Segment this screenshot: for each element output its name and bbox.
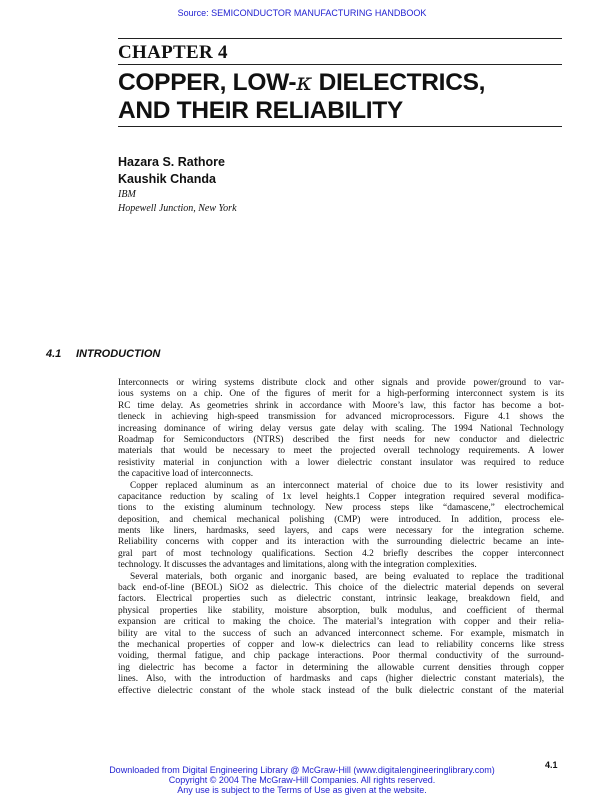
body-line: voiding, thermal fatigue, and chip package interactions. Poor thermal conductivity of the surround- bbox=[118, 651, 564, 662]
body-line: capacitance reduction by scaling of 1x level heights.1 Copper integration required several modifica- bbox=[118, 491, 564, 502]
body-line: Copper replaced aluminum as an interconnect material of choice due to its lower resistivity and bbox=[130, 480, 564, 491]
title-line2: AND THEIR RELIABILITY bbox=[118, 97, 403, 124]
body-line: deposition, and chemical mechanical polishing (CMP) were introduced. In addition, process ele- bbox=[118, 514, 564, 525]
body-line: gral part of most technology qualifications. Section 4.2 briefly describes the copper interconnect bbox=[118, 548, 564, 559]
body-line: resistivity material in conjunction with a lower dielectric constant insulator was required to reduce bbox=[118, 457, 564, 468]
body-line: Interconnects or wiring systems distribute clock and other signals and provide power/ground to var- bbox=[118, 378, 564, 388]
affiliation-org: IBM bbox=[118, 189, 136, 200]
title-rule bbox=[118, 126, 562, 127]
page-number: 4.1 bbox=[545, 760, 558, 770]
body-line: the capacitive load of interconnects. bbox=[118, 469, 254, 480]
affiliation-location: Hopewell Junction, New York bbox=[118, 203, 237, 214]
title-kappa: κ bbox=[296, 67, 313, 96]
body-line: Several materials, both organic and inorganic based, are being evaluated to replace the traditional bbox=[130, 571, 564, 582]
body-line: the mechanical properties of copper and low-κ dielectrics can lead to reliability concerns like stress bbox=[118, 639, 564, 650]
body-line: Reliability concerns with copper and its interaction with the surrounding dielectric became an inte- bbox=[118, 537, 564, 548]
chapter-label: CHAPTER 4 bbox=[118, 42, 228, 63]
body-line: increasing dominance of wiring delay versus gate delay with scaling. The 1994 National Technology bbox=[118, 423, 564, 434]
footer-copyright: Copyright © 2004 The McGraw-Hill Companies. All rights reserved. bbox=[168, 775, 436, 785]
title-line1-post: DIELECTRICS, bbox=[312, 69, 486, 96]
section-number: 4.1 bbox=[46, 348, 62, 360]
footer-download[interactable]: Downloaded from Digital Engineering Library @ McGraw-Hill (www.digitalengineeringlibrary.com) bbox=[109, 765, 495, 775]
body-text bbox=[118, 378, 564, 697]
body-line: physical properties like stability, moisture absorption, bulk modulus, and coefficient of thermal bbox=[118, 605, 564, 616]
author-2: Kaushik Chanda bbox=[118, 172, 216, 186]
body-line: RC time delay. As geometries shrink in accordance with Moore’s law, this factor has become a bot- bbox=[118, 400, 564, 411]
body-line: factors. Electrical properties such as dielectric constant, intrinsic leakage, breakdown field, and bbox=[118, 594, 564, 605]
body-line: back end-of-line (BEOL) SiO2 as dielectric. This choice of the dielectric material depends on several bbox=[118, 583, 564, 594]
top-rule bbox=[118, 38, 562, 39]
section-heading bbox=[46, 348, 160, 360]
section-title: INTRODUCTION bbox=[76, 348, 161, 360]
author-1: Hazara S. Rathore bbox=[118, 155, 225, 169]
body-line: bility are vital to the success of such an advanced interconnect scheme. For example, mismatch in bbox=[118, 628, 564, 639]
title-line1-pre: COPPER, LOW- bbox=[118, 69, 297, 96]
body-line: Roadmap for Semiconductors (NTRS) described the first needs for new conductor and dielectric bbox=[118, 434, 564, 445]
body-line: lines. Also, with the introduction of hardmasks and caps (higher dielectric constant materials), the bbox=[118, 674, 564, 685]
body-line: materials that would be necessary to meet the projected overall technology requirements. A lower bbox=[118, 446, 564, 457]
body-line: ments like liners, hardmasks, seed layers, and caps were necessary for the integration scheme. bbox=[118, 526, 564, 537]
footer-terms[interactable]: Any use is subject to the Terms of Use as given at the website. bbox=[177, 785, 427, 795]
body-line: ing dielectric has become a factor in determining the allowable current densities through copper bbox=[118, 662, 564, 673]
chapter-rule bbox=[118, 64, 562, 65]
body-line: technology. It discusses the advantages and limitations, along with the integration complexities. bbox=[118, 560, 477, 571]
body-line: tleneck in achieving high-speed transmission for advanced microprocessors. Figure 4.1 shows the bbox=[118, 412, 564, 423]
body-line: tions to the existing aluminum technology. New process steps like “damascene,” electrochemical bbox=[118, 503, 564, 514]
body-line: expansion are critical to making the choice. The material’s integration with copper and their relia- bbox=[118, 617, 564, 628]
chapter-title bbox=[118, 68, 562, 125]
source-header: Source: SEMICONDUCTOR MANUFACTURING HANDBOOK bbox=[177, 8, 427, 18]
body-line: effective dielectric constant of the whole stack instead of the bulk dielectric constant of the material bbox=[118, 685, 564, 696]
body-line: ious systems on a chip. One of the figures of merit for a high-performing interconnect system is its bbox=[118, 389, 564, 400]
